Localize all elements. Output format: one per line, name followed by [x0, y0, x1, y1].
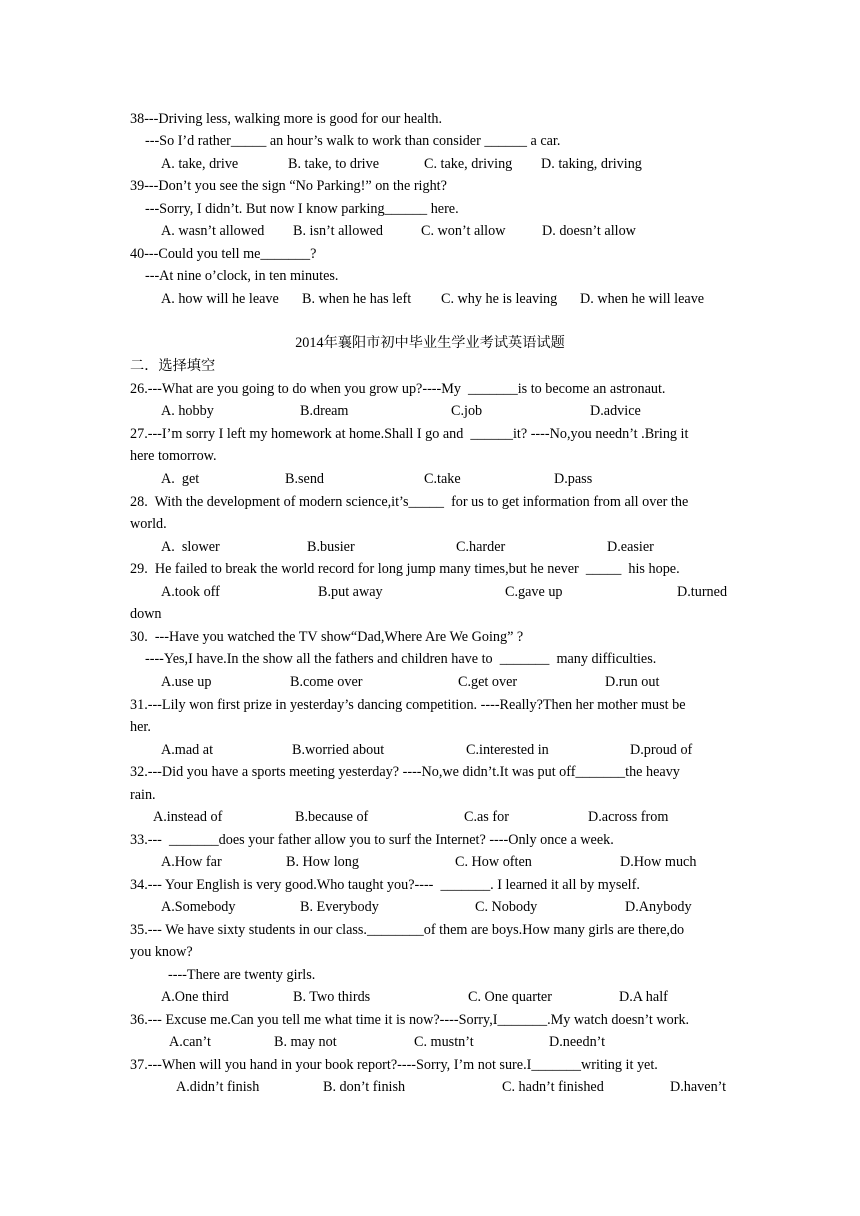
section-title: 2014年襄阳市初中毕业生学业考试英语试题 [295, 335, 565, 351]
option-d: D. doesn’t allow [542, 223, 636, 239]
question-35-reply: ----There are twenty girls. [168, 967, 316, 983]
option-c: C.interested in [466, 742, 549, 758]
option-d-cont: down [130, 606, 162, 622]
option-d: D.proud of [630, 742, 693, 758]
question-31-cont: her. [130, 719, 151, 735]
question-35: 35.--- We have sixty students in our class.________of them are boys.How many girls are there,do [130, 922, 685, 938]
question-36: 36.--- Excuse me.Can you tell me what time it is now?----Sorry,I_______.My watch doesn’t work. [130, 1012, 690, 1028]
option-d: D.A half [619, 989, 668, 1005]
option-a: A. wasn’t allowed [161, 223, 265, 239]
question-40-reply: ---At nine o’clock, in ten minutes. [145, 268, 339, 284]
question-32-cont: rain. [130, 787, 156, 803]
option-c: C. won’t allow [421, 223, 506, 239]
question-37: 37.---When will you hand in your book report?----Sorry, I’m not sure.I_______writing it yet. [130, 1057, 658, 1073]
question-39: 39---Don’t you see the sign “No Parking!” on the right? [130, 178, 447, 194]
question-39-reply: ---Sorry, I didn’t. But now I know parking______ here. [145, 201, 459, 217]
question-38-reply: ---So I’d rather_____ an hour’s walk to work than consider ______ a car. [145, 133, 561, 149]
option-a: A. slower [161, 539, 220, 555]
option-b: B. take, to drive [288, 156, 380, 172]
option-b: B.put away [318, 584, 383, 600]
option-d: D.pass [554, 471, 593, 487]
option-c: C. One quarter [468, 989, 552, 1005]
question-28-cont: world. [130, 516, 167, 532]
option-c: C. why he is leaving [441, 291, 558, 307]
option-a: A.How far [161, 854, 222, 870]
option-a: A.didn’t finish [176, 1079, 260, 1095]
question-34: 34.--- Your English is very good.Who taught you?---- _______. I learned it all by myself. [130, 877, 640, 893]
option-c: C.job [451, 403, 483, 419]
question-35-cont: you know? [130, 944, 193, 960]
option-c: C.harder [456, 539, 506, 555]
option-b: B.because of [295, 809, 369, 825]
option-b: B. don’t finish [323, 1079, 406, 1095]
question-40: 40---Could you tell me_______? [130, 246, 317, 262]
option-a: A. get [161, 471, 200, 487]
option-a: A. take, drive [161, 156, 239, 172]
option-a: A.can’t [169, 1034, 211, 1050]
option-a: A. hobby [161, 403, 214, 419]
option-d: D.run out [605, 674, 660, 690]
question-27: 27.---I’m sorry I left my homework at home.Shall I go and ______it? ----No,you needn’t .Bring it [130, 426, 689, 442]
option-b: B.come over [290, 674, 363, 690]
question-33: 33.--- _______does your father allow you to surf the Internet? ----Only once a week. [130, 832, 614, 848]
option-d: D.across from [588, 809, 669, 825]
option-c: C. take, driving [424, 156, 513, 172]
option-c: C. Nobody [475, 899, 538, 915]
option-d: D.turned [677, 584, 728, 600]
option-a: A.One third [161, 989, 229, 1005]
option-c: C. hadn’t finished [502, 1079, 604, 1095]
option-b: B.send [285, 471, 325, 487]
option-d: D. when he will leave [580, 291, 705, 307]
option-b: B. when he has left [302, 291, 412, 307]
section-heading: 二．选择填空 [130, 358, 216, 374]
option-d: D.easier [607, 539, 654, 555]
question-38: 38---Driving less, walking more is good for our health. [130, 111, 443, 127]
question-26: 26.---What are you going to do when you grow up?----My _______is to become an astronaut. [130, 381, 666, 397]
option-d: D.advice [590, 403, 641, 419]
option-a: A.Somebody [161, 899, 236, 915]
question-30: 30. ---Have you watched the TV show“Dad,Where Are We Going” ? [130, 629, 524, 645]
option-b: B. may not [274, 1034, 337, 1050]
option-a: A.mad at [161, 742, 214, 758]
question-29: 29. He failed to break the world record for long jump many times,but he never _____ his hope. [130, 561, 680, 577]
option-c: C.get over [458, 674, 518, 690]
option-b: B.dream [300, 403, 349, 419]
question-27-cont: here tomorrow. [130, 448, 217, 464]
question-32: 32.---Did you have a sports meeting yesterday? ----No,we didn’t.It was put off_______the heavy [130, 764, 680, 780]
option-a: A.instead of [153, 809, 223, 825]
option-a: A.took off [161, 584, 220, 600]
option-b: B.busier [307, 539, 355, 555]
option-b: B.worried about [292, 742, 385, 758]
option-b: B. Two thirds [293, 989, 371, 1005]
option-b: B. Everybody [300, 899, 379, 915]
option-d: D. taking, driving [541, 156, 642, 172]
option-c: C.as for [464, 809, 509, 825]
question-31: 31.---Lily won first prize in yesterday’s dancing competition. ----Really?Then her mother must be [130, 697, 686, 713]
option-c: C. How often [455, 854, 532, 870]
option-d: D.How much [620, 854, 697, 870]
option-d: D.needn’t [549, 1034, 606, 1050]
option-c: C.gave up [505, 584, 563, 600]
option-a: A. how will he leave [161, 291, 279, 307]
option-a: A.use up [161, 674, 212, 690]
option-b: B. How long [286, 854, 359, 870]
option-c: C.take [424, 471, 461, 487]
question-30-reply: ----Yes,I have.In the show all the fathers and children have to _______ many difficulties. [145, 651, 657, 667]
question-28: 28. With the development of modern science,it’s_____ for us to get information from all over the [130, 494, 689, 510]
option-d: D.Anybody [625, 899, 692, 915]
option-d: D.haven’t [670, 1079, 727, 1095]
option-b: B. isn’t allowed [293, 223, 383, 239]
option-c: C. mustn’t [414, 1034, 474, 1050]
